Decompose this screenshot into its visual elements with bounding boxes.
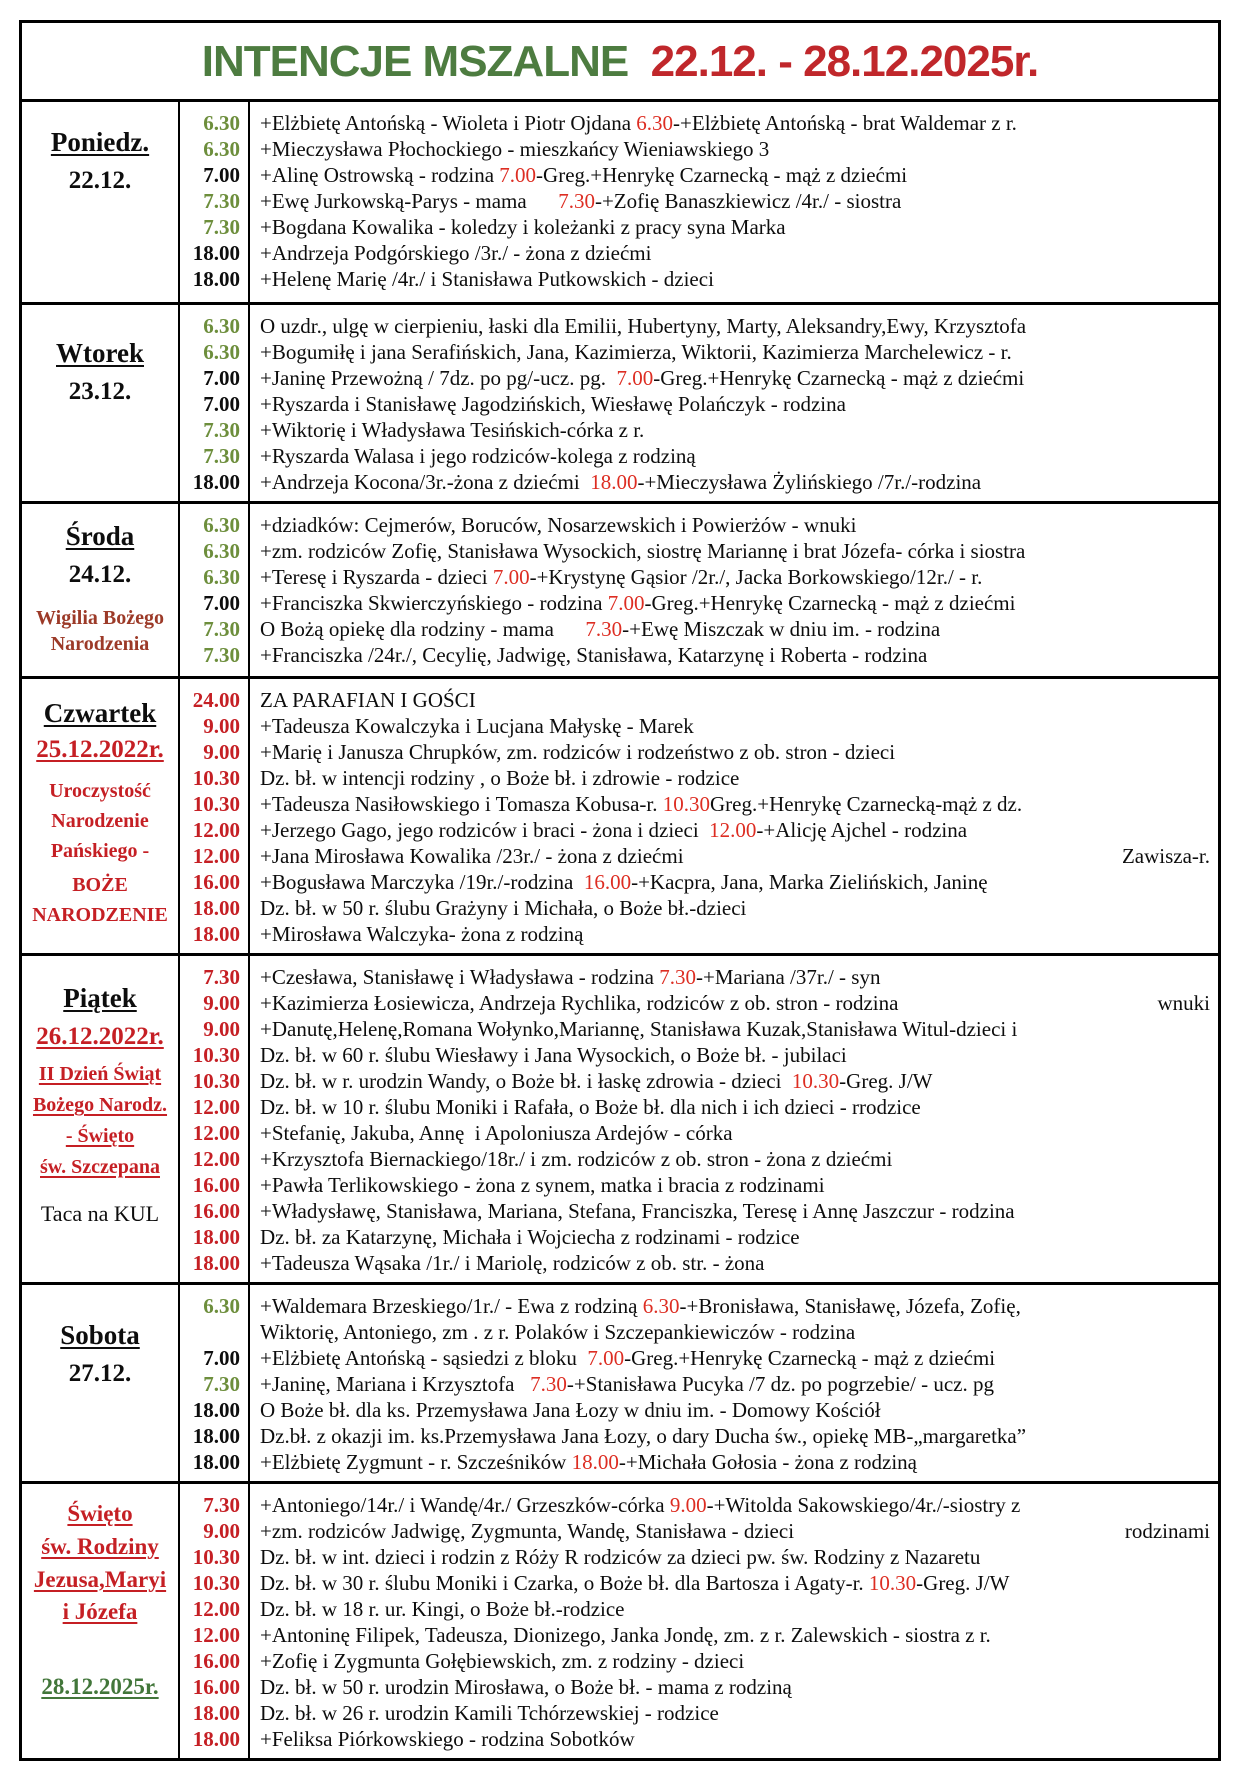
mass-time: 9.00 [203, 1519, 240, 1543]
intention-text: Dz. bł. w 30 r. ślubu Moniki i Czarka, o Boże bł. dla Bartosza i Agaty-r. [260, 1571, 869, 1595]
day-row [22, 99, 1218, 302]
time-column [180, 679, 250, 953]
inline-time: 7.00 [616, 366, 654, 390]
mass-intention [260, 1622, 1210, 1648]
intention-text: -+Zofię Banaszkiewicz /4r./ - siostra [594, 189, 902, 213]
intention-text: +Helenę Marię /4r./ i Stanisława Putkowskich - dzieci [260, 267, 714, 291]
mass-intention [260, 1423, 1210, 1449]
page-title-main: INTENCJE MSZALNE [201, 37, 629, 86]
inline-time: 7.00 [499, 163, 537, 187]
day-header-line: 26.12.2022r. [36, 1023, 164, 1051]
inline-time: 18.00 [571, 1450, 619, 1474]
mass-time: 12.00 [192, 1623, 240, 1647]
mass-intention [260, 417, 1210, 443]
intention-text: -Greg. J/W [839, 1069, 933, 1093]
day-header-line: Sobota [60, 1320, 140, 1350]
mass-intention [260, 313, 1210, 339]
inline-time: 7.30 [585, 617, 623, 641]
day-header-line: 27.12. [68, 1360, 132, 1388]
intention-text: +dziadków: Cejmerów, Boruców, Nosarzewskich i Powierżów - wnuki [260, 513, 857, 537]
time-column [180, 956, 250, 1282]
intention-text: +Czesława, Stanisławę i Władysława - rodzina [260, 965, 660, 989]
mass-time: 12.00 [192, 1597, 240, 1621]
intention-text: wnuki [1157, 991, 1210, 1015]
mass-intention [260, 1146, 1210, 1172]
intention-text: +Elżbietę Antońską - Wioleta i Piotr Ojdana [260, 111, 637, 135]
intention-text: -+Mariana /37r./ - syn [696, 965, 881, 989]
intention-text: Dz. bł. w 60 r. ślubu Wiesławy i Jana Wysockich, o Boże bł. - jubilaci [260, 1043, 847, 1067]
day-header-line: BOŻE [72, 874, 128, 897]
intention-text: -+Alicję Ajchel - rodzina [756, 818, 968, 842]
intention-text: +Franciszka Skwierczyńskiego - rodzina [260, 591, 608, 615]
mass-time: 9.00 [203, 1017, 240, 1041]
mass-intention [260, 590, 1210, 616]
mass-time: 18.00 [192, 1727, 240, 1751]
intention-text: +Waldemara Brzeskiego/1r./ - Ewa z rodziną [260, 1294, 643, 1318]
intention-text: -Greg.+Henrykę Czarnecką - mąż z dziećmi [653, 366, 1025, 390]
mass-time: 18.00 [192, 1701, 240, 1725]
intention-text: Zawisza-r. [1121, 844, 1210, 868]
intention-text: +Tadeusza Wąsaka /1r./ i Mariolę, rodziców z ob. str. - żona [260, 1251, 765, 1275]
day-header-line: Uroczystość [49, 780, 151, 803]
page-title-daterange: 22.12. - 28.12.2025r. [650, 37, 1039, 86]
inline-time: 7.00 [492, 565, 530, 589]
intention-text: -+Bronisława, Stanisławę, Józefa, Zofię, [679, 1294, 1021, 1318]
intentions-column [250, 102, 1218, 302]
mass-time: 7.30 [203, 617, 240, 641]
mass-time: 12.00 [192, 1095, 240, 1119]
intention-text: +Elżbietę Zygmunt - r. Szcześników [260, 1450, 572, 1474]
inline-time: 7.00 [607, 591, 645, 615]
inline-time: 7.30 [530, 1372, 567, 1396]
mass-intentions-sheet [19, 20, 1221, 1761]
intention-text: Dz. bł. w int. dzieci i rodzin z Róży R rodziców za dzieci pw. św. Rodziny z Nazaretu [260, 1545, 981, 1569]
mass-time: 7.30 [203, 1493, 240, 1517]
intention-text: Dz. bł. w 50 r. urodzin Mirosława, o Boże bł. - mama z rodziną [260, 1675, 792, 1699]
mass-intention [260, 843, 1210, 869]
mass-time: 6.30 [203, 513, 240, 537]
mass-time: 18.00 [192, 241, 240, 265]
intention-text: -+Mieczysława Żylińskiego /7r./-rodzina [637, 470, 982, 494]
intention-text: -+Witolda Sakowskiego/4r./-siostry z [706, 1493, 1021, 1517]
mass-time: 12.00 [192, 818, 240, 842]
day-header-line: II Dzień Świąt [38, 1063, 162, 1086]
intention-text: Dz. bł. w intencji rodziny , o Boże bł. i zdrowie - rodzice [260, 766, 740, 790]
day-header-cell [22, 305, 180, 501]
day-header-line: Czwartek [43, 698, 157, 728]
time-column [180, 102, 250, 302]
mass-intention [260, 1198, 1210, 1224]
mass-time: 7.30 [203, 189, 240, 213]
mass-intention [260, 162, 1210, 188]
inline-time: 6.30 [636, 111, 674, 135]
mass-time: 7.00 [203, 591, 240, 615]
intention-text: +Jana Mirosława Kowalika /23r./ - żona z dziećmi [260, 844, 684, 868]
day-header-line: 25.12.2022r. [36, 736, 164, 764]
inline-time: 18.00 [590, 470, 638, 494]
intention-text: +Bogusława Marczyka /19r./-rodzina [260, 870, 584, 894]
mass-intention [260, 713, 1210, 739]
mass-time: 10.30 [192, 1545, 240, 1569]
mass-intention [260, 1250, 1210, 1276]
mass-intention [260, 1016, 1210, 1042]
intention-text: +Ryszarda Walasa i jego rodziców-kolega z rodziną [260, 444, 696, 468]
intention-text: Dz. bł. za Katarzynę, Michała i Wojciecha z rodzinami - rodzice [260, 1225, 800, 1249]
mass-time: 10.30 [192, 1069, 240, 1093]
mass-time: 16.00 [192, 1675, 240, 1699]
mass-intention [260, 1094, 1210, 1120]
day-header-line: Piątek [63, 983, 137, 1013]
intention-text: +Pawła Terlikowskiego - żona z synem, matka i bracia z rodzinami [260, 1173, 825, 1197]
mass-time: 7.00 [203, 392, 240, 416]
intention-text: O Bożą opiekę dla rodziny - mama [260, 617, 586, 641]
intention-text: Dz.bł. z okazji im. ks.Przemysława Jana Łozy, o dary Ducha św., opiekę MB-„margaretka” [260, 1424, 1027, 1448]
mass-intention [260, 188, 1210, 214]
mass-time: 7.30 [203, 965, 240, 989]
intention-text: Dz. bł. w 50 r. ślubu Grażyny i Michała, o Boże bł.-dzieci [260, 896, 747, 920]
day-header-line: Taca na KUL [40, 1201, 160, 1227]
mass-intention [260, 240, 1210, 266]
mass-intention [260, 1371, 1210, 1397]
inline-time: 7.00 [587, 1346, 625, 1370]
day-header-line: Wigilia Bożego [36, 607, 164, 630]
intention-text: Greg.+Henrykę Czarnecką-mąż z dz. [710, 792, 1023, 816]
mass-intention [260, 616, 1210, 642]
mass-time: 9.00 [203, 714, 240, 738]
mass-intention [260, 1042, 1210, 1068]
mass-intention [260, 1570, 1210, 1596]
mass-time: 18.00 [192, 470, 240, 494]
mass-intention [260, 642, 1210, 668]
day-row [22, 501, 1218, 676]
mass-time: 18.00 [192, 267, 240, 291]
day-header-line: 28.12.2025r. [41, 1674, 159, 1699]
intention-text: +Ryszarda i Stanisławę Jagodzińskich, Wiesławę Polańczyk - rodzina [260, 392, 846, 416]
inline-time: 6.30 [642, 1294, 680, 1318]
mass-time: 7.00 [203, 163, 240, 187]
mass-intention [260, 1345, 1210, 1371]
intention-text: -Greg. J/W [916, 1571, 1010, 1595]
mass-intention [260, 1319, 1210, 1345]
day-header-line: 24.12. [68, 561, 132, 589]
mass-intention [260, 214, 1210, 240]
day-header-line: Narodzenie [51, 810, 149, 833]
intention-text: +Władysławę, Stanisława, Mariana, Stefana, Franciszka, Teresę i Annę Jaszczur - rodzina [260, 1199, 1015, 1223]
mass-intention [260, 990, 1210, 1016]
intention-text: Wiktorię, Antoniego, zm . z r. Polaków i Szczepankiewiczów - rodzina [260, 1320, 856, 1344]
mass-intention [260, 391, 1210, 417]
mass-time: 7.30 [203, 418, 240, 442]
mass-time: 18.00 [192, 896, 240, 920]
day-header-line: NARODZENIE [32, 904, 168, 927]
day-header-line: 23.12. [68, 378, 132, 406]
day-header-line: Jezusa,Maryi [33, 1566, 167, 1592]
intention-text: O uzdr., ulgę w cierpieniu, łaski dla Emilii, Hubertyny, Marty, Aleksandry,Ewy, Krzysztofa [260, 314, 1027, 338]
mass-intention [260, 1068, 1210, 1094]
mass-intention [260, 1648, 1210, 1674]
intentions-column [250, 1484, 1218, 1758]
mass-time: 18.00 [192, 922, 240, 946]
inline-time: 16.00 [583, 870, 632, 894]
day-header-line: św. Rodziny [41, 1533, 159, 1559]
intention-text: +Elżbietę Antońską - sąsiedzi z bloku [260, 1346, 588, 1370]
inline-time: 12.00 [709, 818, 757, 842]
intention-text: +Mieczysława Płochockiego - mieszkańcy Wieniawskiego 3 [260, 137, 770, 161]
mass-intention [260, 791, 1210, 817]
mass-time: 18.00 [192, 1424, 240, 1448]
mass-intention [260, 266, 1210, 292]
mass-intention [260, 443, 1210, 469]
intention-text: -+Kacpra, Jana, Marka Zielińskich, Janinę [631, 870, 988, 894]
mass-time: 16.00 [192, 1173, 240, 1197]
mass-time: 7.30 [203, 444, 240, 468]
intention-text: +Ewę Jurkowską-Parys - mama [260, 189, 559, 213]
intentions-column [250, 305, 1218, 501]
intention-text: +Bogumiłę i jana Serafińskich, Jana, Kazimierza, Wiktorii, Kazimierza Marchelewicz - r. [260, 340, 1012, 364]
intention-text: +Andrzeja Podgórskiego /3r./ - żona z dziećmi [260, 241, 652, 265]
mass-intention [260, 739, 1210, 765]
day-header-line: 22.12. [68, 167, 132, 195]
day-header-line: Narodzenia [50, 633, 150, 656]
intention-text: +Janinę, Mariana i Krzysztofa [260, 1372, 531, 1396]
intention-text: +zm. rodziców Zofię, Stanisława Wysockich, siostrę Mariannę i brat Józefa- córka i siostra [260, 539, 1026, 563]
day-header-cell [22, 504, 180, 676]
mass-time: 7.30 [203, 643, 240, 667]
mass-time: 7.00 [203, 1346, 240, 1370]
mass-time: 7.30 [203, 1372, 240, 1396]
day-header-cell [22, 1484, 180, 1758]
mass-time: 10.30 [192, 792, 240, 816]
mass-intention [260, 687, 1210, 713]
mass-time: 7.30 [203, 215, 240, 239]
mass-time: 10.30 [192, 1571, 240, 1595]
intention-text: +Janinę Przewożną / 7dz. po pg/-ucz. pg. [260, 366, 617, 390]
mass-time: 6.30 [203, 340, 240, 364]
intention-text: -+Michała Gołosia - żona z rodziną [618, 1450, 918, 1474]
intention-text: -+Krystynę Gąsior /2r./, Jacka Borkowskiego/12r./ - r. [529, 565, 983, 589]
mass-time: 9.00 [203, 740, 240, 764]
mass-intention [260, 869, 1210, 895]
inline-time: 10.30 [791, 1069, 840, 1093]
mass-time: 12.00 [192, 1121, 240, 1145]
intention-text: Dz. bł. w 18 r. ur. Kingi, o Boże bł.-rodzice [260, 1597, 625, 1621]
schedule-table [22, 99, 1218, 1758]
intention-text: +Tadeusza Kowalczyka i Lucjana Małyskę - Marek [260, 714, 694, 738]
mass-intention [260, 1596, 1210, 1622]
mass-intention [260, 1492, 1210, 1518]
mass-time: 18.00 [192, 1450, 240, 1474]
mass-time: 16.00 [192, 1649, 240, 1673]
mass-time: 6.30 [203, 539, 240, 563]
intention-text: +Teresę i Ryszarda - dzieci [260, 565, 493, 589]
mass-time: 9.00 [203, 991, 240, 1015]
intention-text: +Antoninę Filipek, Tadeusza, Dionizego, Janka Jondę, zm. z r. Zalewskich - siostra z r. [260, 1623, 991, 1647]
intention-text: +Bogdana Kowalika - koledzy i koleżanki z pracy syna Marka [260, 215, 786, 239]
mass-time: 6.30 [203, 565, 240, 589]
mass-time: 16.00 [192, 1199, 240, 1223]
mass-intention [260, 1726, 1210, 1752]
mass-time: 18.00 [192, 1225, 240, 1249]
day-header-line: Święto [67, 1501, 133, 1526]
day-header-line: - Święto [65, 1125, 135, 1148]
mass-time: 12.00 [192, 844, 240, 868]
mass-intention [260, 136, 1210, 162]
mass-intention [260, 1293, 1210, 1319]
intention-text: +Tadeusza Nasiłowskiego i Tomasza Kobusa-r. [260, 792, 663, 816]
intentions-column [250, 1285, 1218, 1481]
intention-text: -+Stanisława Pucyka /7 dz. po pogrzebie/ - ucz. pg [566, 1372, 994, 1396]
intention-text: +Zofię i Zygmunta Gołębiewskich, zm. z rodziny - dzieci [260, 1649, 745, 1673]
mass-intention [260, 964, 1210, 990]
mass-intention [260, 469, 1210, 495]
day-header-line: Bożego Narodz. [32, 1094, 168, 1117]
inline-time: 10.30 [868, 1571, 917, 1595]
intention-text: +Antoniego/14r./ i Wandę/4r./ Grzeszków-córka [260, 1493, 670, 1517]
mass-intention [260, 512, 1210, 538]
mass-intention [260, 1120, 1210, 1146]
day-row [22, 676, 1218, 953]
day-row [22, 1282, 1218, 1481]
day-header-cell [22, 1285, 180, 1481]
mass-intention [260, 765, 1210, 791]
mass-time [180, 1319, 240, 1345]
intention-text: +Stefanię, Jakuba, Annę i Apoloniusza Ardejów - córka [260, 1121, 733, 1145]
day-header-line: i Józefa [62, 1599, 138, 1625]
intentions-column [250, 679, 1218, 953]
inline-time: 10.30 [662, 792, 711, 816]
day-row [22, 953, 1218, 1282]
day-row [22, 302, 1218, 501]
mass-time: 6.30 [203, 111, 240, 135]
intention-text: -Greg.+Henrykę Czarnecką - mąż z dziećmi [536, 163, 908, 187]
mass-intention [260, 1397, 1210, 1423]
mass-intention [260, 817, 1210, 843]
mass-intention [260, 110, 1210, 136]
mass-intention [260, 1172, 1210, 1198]
intention-text: +Krzysztofa Biernackiego/18r./ i zm. rodziców z ob. stron - żona z dziećmi [260, 1147, 893, 1171]
time-column [180, 305, 250, 501]
mass-intention [260, 921, 1210, 947]
intention-text: +Danutę,Helenę,Romana Wołynko,Mariannę, Stanisława Kuzak,Stanisława Witul-dzieci i [260, 1017, 1018, 1041]
mass-intention [260, 1449, 1210, 1475]
intention-text: Dz. bł. w r. urodzin Wandy, o Boże bł. i łaskę zdrowia - dzieci [260, 1069, 792, 1093]
mass-time: 18.00 [192, 1251, 240, 1275]
intention-text: -Greg.+Henrykę Czarnecką - mąż z dziećmi [644, 591, 1016, 615]
mass-intention [260, 1674, 1210, 1700]
intention-text: O Boże bł. dla ks. Przemysława Jana Łozy w dniu im. - Domowy Kościół [260, 1398, 881, 1422]
intention-text: +Franciszka /24r./, Cecylię, Jadwigę, Stanisława, Katarzynę i Roberta - rodzina [260, 643, 928, 667]
intention-text: +Kazimierza Łosiewicza, Andrzeja Rychlika, rodziców z ob. stron - rodzina [260, 991, 899, 1015]
intention-text: +Jerzego Gago, jego rodziców i braci - żona i dzieci [260, 818, 710, 842]
day-header-line: Pańskiego - [50, 840, 150, 863]
time-column [180, 1285, 250, 1481]
mass-intention [260, 339, 1210, 365]
day-header-line: św. Szczepana [40, 1156, 160, 1179]
mass-intention [260, 365, 1210, 391]
mass-intention [260, 1544, 1210, 1570]
mass-intention [260, 1700, 1210, 1726]
inline-time: 7.30 [659, 965, 696, 989]
mass-time: 18.00 [192, 1398, 240, 1422]
mass-time: 24.00 [192, 688, 240, 712]
intention-text: -Greg.+Henrykę Czarnecką - mąż z dziećmi [624, 1346, 996, 1370]
mass-time: 6.30 [203, 1294, 240, 1318]
day-header-line: Wtorek [56, 338, 144, 368]
intention-text: -+Elżbietę Antońską - brat Waldemar z r. [673, 111, 1017, 135]
intentions-column [250, 956, 1218, 1282]
intention-text: +Marię i Janusza Chrupków, zm. rodziców i rodzeństwo z ob. stron - dzieci [260, 740, 896, 764]
day-header-cell [22, 679, 180, 953]
intention-text: ZA PARAFIAN I GOŚCI [260, 688, 476, 712]
intention-text: +Wiktorię i Władysława Tesińskich-córka z r. [260, 418, 645, 442]
mass-intention [260, 895, 1210, 921]
mass-time: 6.30 [203, 137, 240, 161]
mass-intention [260, 564, 1210, 590]
intention-text: rodzinami [1124, 1519, 1210, 1543]
time-column [180, 504, 250, 676]
intention-text: +Andrzeja Kocona/3r.-żona z dziećmi [260, 470, 591, 494]
intention-text: Dz. bł. w 10 r. ślubu Moniki i Rafała, o Boże bł. dla nich i ich dzieci - rrodzice [260, 1095, 921, 1119]
intention-text: Dz. bł. w 26 r. urodzin Kamili Tchórzewskiej - rodzice [260, 1701, 719, 1725]
mass-intention [260, 1518, 1210, 1544]
intention-text: +zm. rodziców Jadwigę, Zygmunta, Wandę, Stanisława - dzieci [260, 1519, 795, 1543]
intention-text: -+Ewę Miszczak w dniu im. - rodzina [622, 617, 941, 641]
mass-time: 12.00 [192, 1147, 240, 1171]
intentions-column [250, 504, 1218, 676]
page-title-spacer [628, 37, 650, 86]
day-header-line: Środa [65, 521, 135, 551]
day-header-cell [22, 956, 180, 1282]
mass-time: 10.30 [192, 766, 240, 790]
time-column [180, 1484, 250, 1758]
intention-text: +Alinę Ostrowską - rodzina [260, 163, 500, 187]
day-row [22, 1481, 1218, 1758]
mass-time: 10.30 [192, 1043, 240, 1067]
inline-time: 7.30 [558, 189, 595, 213]
mass-time: 6.30 [203, 314, 240, 338]
inline-time: 9.00 [669, 1493, 707, 1517]
page-title [22, 23, 1218, 99]
intention-text: +Feliksa Piórkowskiego - rodzina Sobotków [260, 1727, 635, 1751]
mass-intention [260, 538, 1210, 564]
mass-time: 7.00 [203, 366, 240, 390]
mass-time: 16.00 [192, 870, 240, 894]
mass-intention [260, 1224, 1210, 1250]
day-header-cell [22, 102, 180, 302]
intention-text: +Mirosława Walczyka- żona z rodziną [260, 922, 584, 946]
day-header-line: Poniedz. [50, 127, 150, 157]
